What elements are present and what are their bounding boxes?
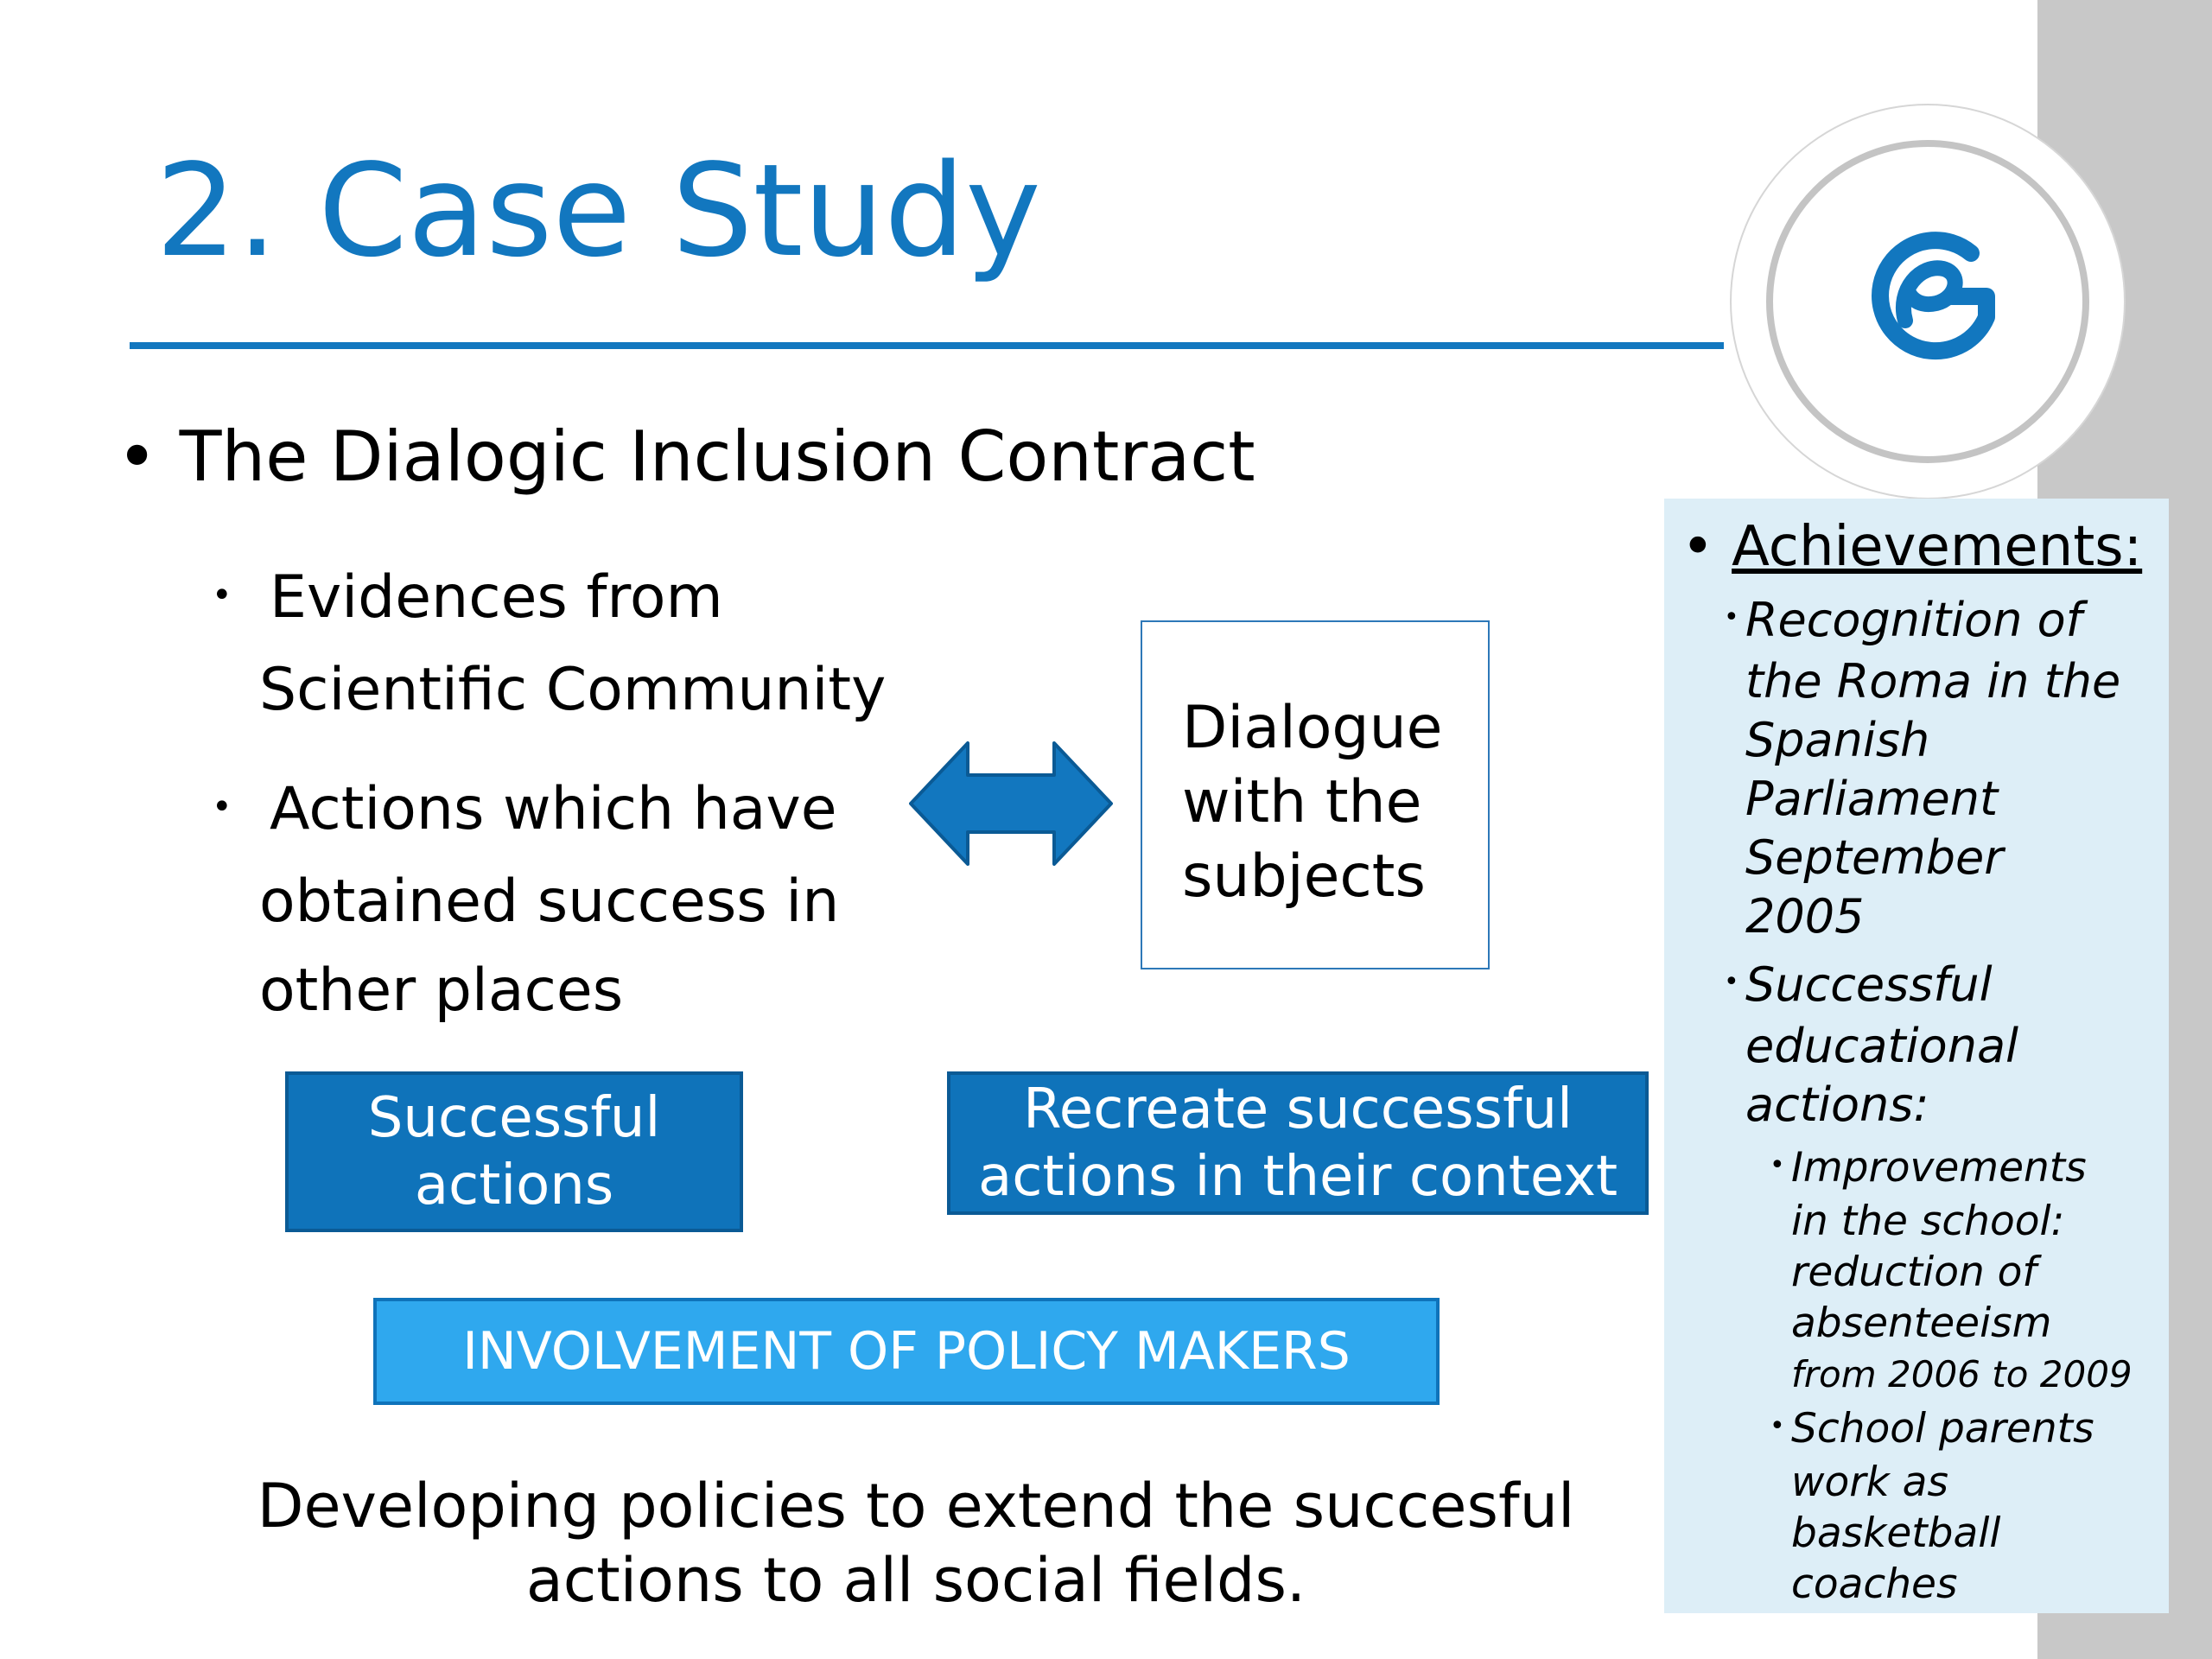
achievement-line: Spanish [1745, 713, 1930, 768]
achievement-item-recognition: • Recognition of the Roma in the Spanish Parliament September 2005 [1724, 591, 2120, 946]
sub-bullet-line: other places [259, 956, 624, 1025]
achievement-line: actions: [1745, 1077, 1929, 1133]
achievement-subitem-improvements: • Improvements in the school: reduction of absenteeism from 2006 to 2009 [1770, 1142, 2133, 1400]
main-bullet-text: The Dialogic Inclusion Contract [179, 416, 1255, 497]
achievement-line: September [1745, 830, 2004, 886]
double-arrow-icon [909, 739, 1113, 868]
sub-bullet-line: Actions which have [270, 775, 837, 843]
main-bullet: • The Dialogic Inclusion Contract [117, 416, 1255, 497]
achievement-line: reduction of [1791, 1249, 2037, 1296]
dialogue-line: Dialogue [1182, 694, 1443, 762]
achievement-line: educational [1745, 1019, 2019, 1074]
achievement-line: absenteeism [1791, 1300, 2052, 1347]
conclusion-line: actions to all social fields. [525, 1545, 1306, 1616]
conclusion-line: Developing policies to extend the succesful [257, 1471, 1575, 1541]
sub-bullet-line: Evidences from [270, 563, 723, 632]
achievement-subitem-parents: • School parents work as basketball coaches [1770, 1405, 2094, 1608]
achievement-item-educational: • Successful educational actions: [1724, 956, 2018, 1135]
dialogue-line: with the [1182, 768, 1422, 836]
achievement-line: from 2006 to 2009 [1791, 1353, 2133, 1395]
sub-bullet-line: Scientific Community [259, 655, 887, 724]
sub-bullet-line: obtained success in [259, 867, 840, 936]
achievement-line: Recognition of [1745, 593, 2082, 647]
achievement-line: coaches [1791, 1560, 1958, 1608]
policy-makers-label: INVOLVEMENT OF POLICY MAKERS [462, 1321, 1351, 1382]
title-divider [130, 342, 1724, 349]
achievement-line: 2005 [1745, 889, 1865, 944]
box-line: Recreate successful [1023, 1077, 1573, 1141]
achievement-line: work as [1791, 1459, 1948, 1506]
achievement-line: Successful [1745, 957, 1993, 1012]
dialogue-line: subjects [1182, 842, 1426, 911]
achievement-line: School parents [1791, 1405, 2094, 1452]
e-logo-icon [1841, 203, 2014, 376]
achievement-line: basketball [1791, 1510, 2001, 1557]
achievement-line: the Roma in the [1745, 654, 2121, 709]
box-line: Successful [367, 1086, 661, 1150]
achievements-heading-text: Achievements: [1732, 515, 2143, 579]
sub-bullet-actions: • Actions which have obtained success in other places [212, 765, 839, 1035]
recreate-actions-box [947, 1071, 1649, 1215]
box-line: actions in their context [977, 1145, 1618, 1209]
achievement-line: in the school: [1791, 1198, 2065, 1245]
conclusion-text [173, 1469, 1659, 1618]
achievements-heading: • Achievements: [1681, 515, 2143, 579]
achievement-line: Parliament [1745, 772, 1999, 827]
successful-actions-box [285, 1071, 743, 1232]
dialogue-text [1182, 691, 1443, 914]
policy-makers-box [373, 1298, 1440, 1405]
sub-bullet-evidences: • Evidences from Scientific Community [212, 553, 886, 734]
slide-title: 2. Case Study [156, 137, 1041, 285]
box-line: actions [414, 1154, 614, 1217]
achievement-line: Improvements [1791, 1144, 2087, 1192]
